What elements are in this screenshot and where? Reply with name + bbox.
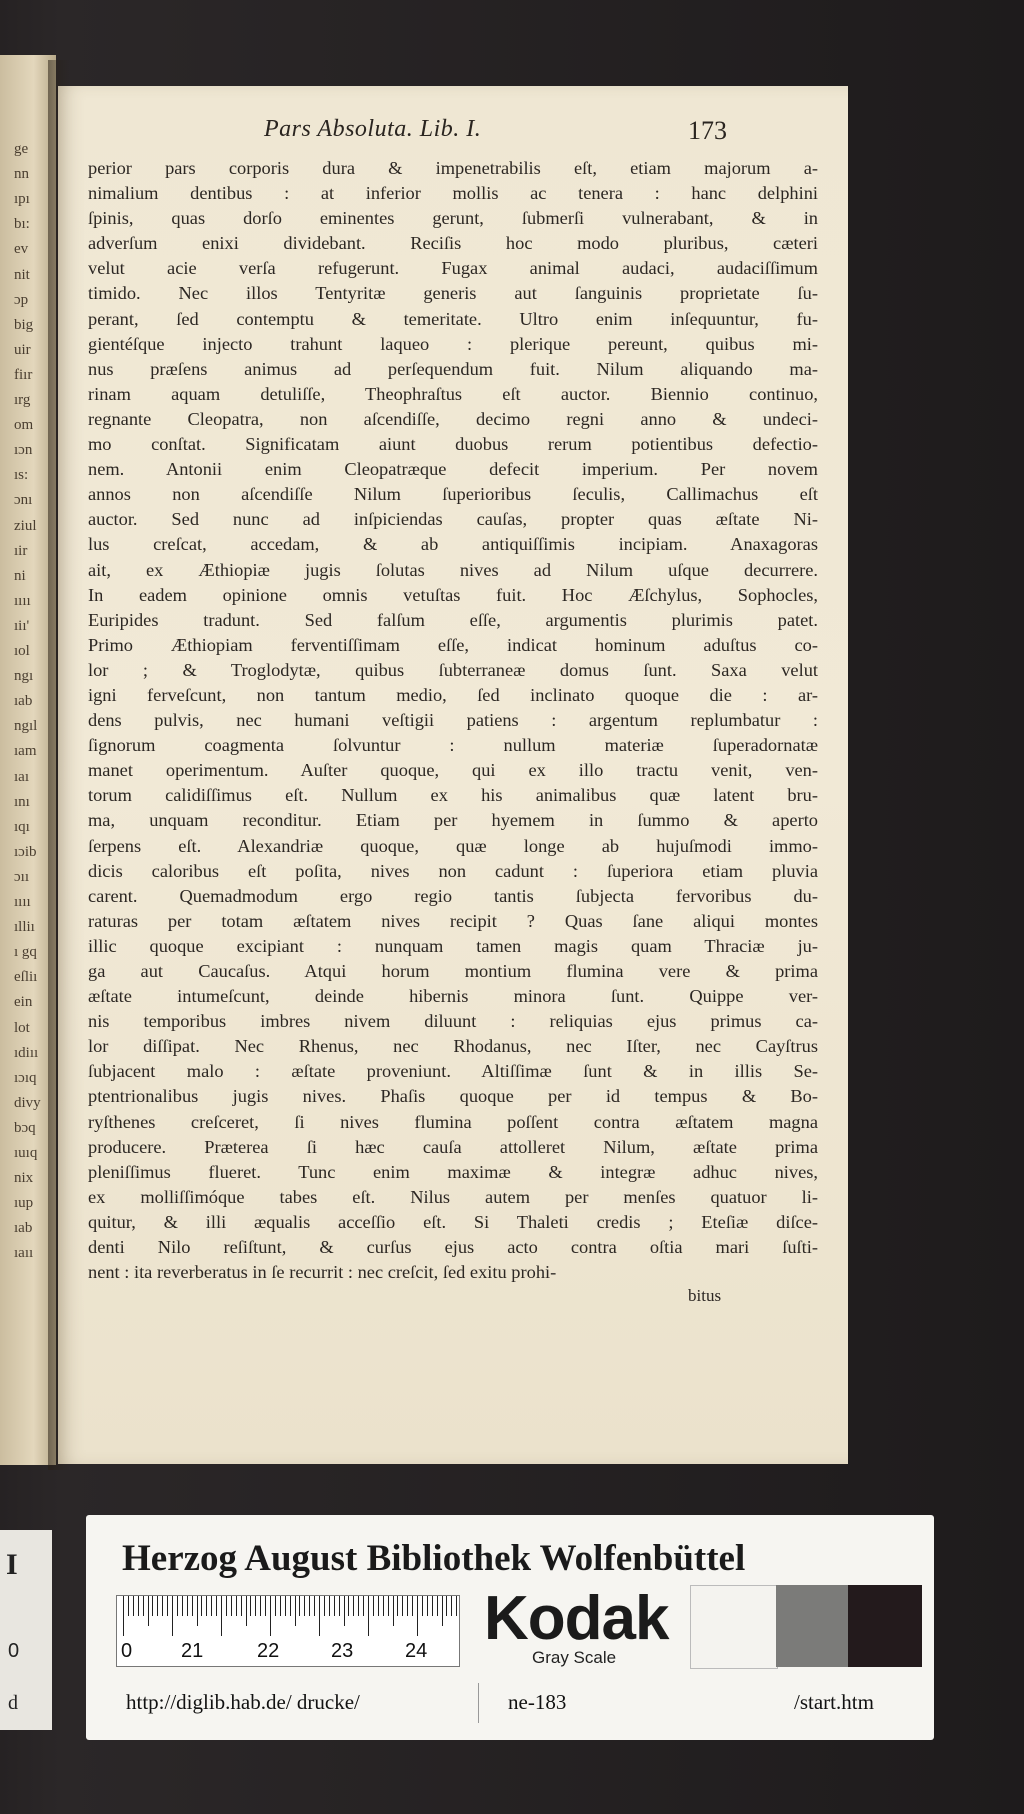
left-page-fragment: ıup — [14, 1195, 34, 1212]
ruler-tick — [236, 1596, 237, 1616]
text-line: nis temporibus imbres nivem diluunt : reliquias ejus primus ca- — [88, 1011, 818, 1032]
text-line: rinam aquam detuliſſe, Theophraſtus eſt auctor. Biennio continuo, — [88, 383, 818, 404]
left-page-fragment: big — [14, 316, 34, 333]
text-line: æſtate intumeſcunt, deinde hibernis minora ſunt. Quippe ver- — [88, 986, 818, 1007]
ruler-tick — [353, 1596, 354, 1616]
text-line: adverſum enixi dividebant. Reciſis hoc modo pluribus, cæteri — [88, 233, 818, 254]
left-page-fragment: divy — [14, 1094, 41, 1111]
ruler-tick — [397, 1596, 398, 1616]
ruler-tick — [393, 1596, 394, 1626]
left-page-fragment: fiır — [14, 366, 33, 383]
left-page-fragment: ıɔıq — [14, 1069, 37, 1086]
ruler-tick — [211, 1596, 212, 1616]
catchword: bitus — [688, 1286, 722, 1305]
text-line: lus creſcat, accedam, & ab antiquiſſimis incipiam. Anaxagoras — [88, 534, 818, 555]
ruler-tick — [451, 1596, 452, 1616]
left-page-fragment: ı gq — [14, 944, 37, 961]
ruler-tick — [172, 1596, 173, 1636]
text-line: timido. Nec illos Tentyritæ generis aut ſanguinis proprietate ſu- — [88, 283, 818, 304]
ruler-tick — [290, 1596, 291, 1616]
ruler-label: 24 — [405, 1640, 428, 1662]
ruler-tick — [187, 1596, 188, 1616]
text-line: ſerpens eſt. Alexandriæ quoque, quæ longe ab hujuſmodi immo- — [88, 835, 818, 856]
left-page-fragment: ıdiıı — [14, 1044, 39, 1061]
left-page-fragment: ırg — [14, 392, 31, 408]
ruler-tick — [329, 1596, 330, 1616]
text-line: regnante Cleopatra, non aſcendiſſe, decimo regni anno & undeci- — [88, 408, 818, 429]
left-page-fragment: ge — [14, 141, 29, 157]
ruler-tick — [304, 1596, 305, 1616]
ruler-tick — [162, 1596, 163, 1616]
ruler-tick — [265, 1596, 266, 1616]
left-page-fragment: ein — [14, 994, 33, 1011]
left-page-fragment: ıqı — [14, 818, 30, 835]
ruler-tick — [270, 1596, 271, 1636]
ruler-tick — [432, 1596, 433, 1616]
left-page-fragment: ngıl — [14, 718, 38, 735]
ruler-tick — [221, 1596, 222, 1636]
text-line: igni ferveſcunt, non tantum medio, ſed inclinato quoque die : ar- — [88, 684, 818, 705]
text-line: ex molliſſimóque tabes eſt. Nilus autem per menſes quatuor li- — [88, 1186, 818, 1207]
left-page-fragment: ıııı — [14, 894, 31, 910]
ruler-tick — [417, 1596, 418, 1636]
ruler-tick — [231, 1596, 232, 1616]
ruler-tick — [446, 1596, 447, 1616]
left-page-fragment: ziul — [14, 517, 37, 534]
ruler-label: 22 — [257, 1640, 280, 1662]
left-target-fragment — [0, 1530, 52, 1730]
url-left: http://diglib.hab.de/ drucke/ — [126, 1690, 360, 1714]
strip-char: d — [8, 1692, 18, 1714]
left-page-fragment: bɔq — [14, 1119, 36, 1136]
ruler-tick — [388, 1596, 389, 1616]
text-line: raturas per totam æſtatem nives recipit ? Quas ſane aliqui montes — [88, 910, 818, 931]
ruler-tick — [123, 1596, 124, 1636]
ruler-tick — [368, 1596, 369, 1636]
ruler-tick — [324, 1596, 325, 1616]
left-page-fragment: uir — [14, 341, 31, 358]
left-page-fragment: ɔıı — [14, 868, 29, 885]
text-line: lor diſſipat. Nec Rhenus, nec Rhodanus, nec Iſter, nec Cayſtrus — [88, 1036, 818, 1057]
ruler-tick — [442, 1596, 443, 1626]
ruler-tick — [456, 1596, 457, 1616]
text-line: dicis caloribus eſt poſita, nives non cadunt : ſuperiora etiam pluvia — [88, 860, 818, 881]
ruler-tick — [358, 1596, 359, 1616]
text-line: auctor. Sed nunc ad inſpiciendas cauſas, propter quas æſtate Ni- — [88, 509, 818, 530]
left-page-fragment: lot — [14, 1019, 30, 1036]
ruler-tick — [197, 1596, 198, 1626]
text-line: Euripides tradunt. Sed falſum eſſe, argumentis plurimis patet. — [88, 609, 818, 630]
ruler-tick — [260, 1596, 261, 1616]
ruler-tick — [206, 1596, 207, 1616]
left-page-fragment: ıiı' — [14, 617, 30, 634]
text-line: velut acie verſa refugerunt. Fugax animal audaci, audaciſſimum — [88, 258, 818, 279]
gray-scale-label: Gray Scale — [532, 1648, 617, 1667]
ruler-tick — [226, 1596, 227, 1616]
text-line: ryſthenes creſceret, ſi nives flumina poſſent contra æſtatem magna — [88, 1111, 818, 1132]
text-line: nem. Antonii enim Cleopatræque defecit imperium. Per novem — [88, 459, 818, 480]
ruler-tick — [383, 1596, 384, 1616]
ruler-tick — [285, 1596, 286, 1616]
left-page-fragment: eſliı — [14, 969, 38, 986]
ruler-tick — [250, 1596, 251, 1616]
left-page-fragment: ıuıq — [14, 1145, 38, 1161]
left-page-fragment: ev — [14, 241, 29, 258]
strip-char: I — [6, 1548, 18, 1581]
body-text — [88, 156, 818, 1285]
left-page-fragment: ıam — [14, 743, 37, 760]
ruler-tick — [299, 1596, 300, 1616]
text-line: ptentrionalibus jugis nives. Phaſis quoque per id tempus & Bo- — [88, 1086, 818, 1107]
text-line: dens pulvis, nec humani veſtigii patiens : argentum replumbatur : — [88, 710, 818, 731]
left-page-fragment: ni — [14, 567, 26, 584]
ruler-tick — [255, 1596, 256, 1616]
ruler-tick — [427, 1596, 428, 1616]
digitization-target — [86, 1515, 934, 1740]
text-line: lor ; & Troglodytæ, quibus ſubterraneæ domus ſunt. Saxa velut — [88, 659, 818, 680]
ruler-tick — [152, 1596, 153, 1616]
running-title: Pars Absoluta. Lib. I. — [264, 116, 482, 142]
ruler-label: 0 — [121, 1640, 133, 1662]
left-page-fragment: nit — [14, 266, 30, 283]
ruler-tick — [348, 1596, 349, 1616]
left-page-fragment: ıs: — [14, 467, 29, 484]
text-line: carent. Quemadmodum ergo regio tantis ſubjecta fervoribus du- — [88, 885, 818, 906]
left-page-fragment: ıɔib — [14, 843, 37, 860]
text-line: ſubjacent malo : æſtate proveniunt. Altiſſimæ ſunt & in illis Se- — [88, 1061, 818, 1082]
ruler-tick — [295, 1596, 296, 1626]
ruler-tick — [314, 1596, 315, 1616]
ruler-tick — [402, 1596, 403, 1616]
text-line: Primo Æthiopiam ferventiſſimam eſſe, indicat hominum aduſtus co- — [88, 634, 818, 655]
text-line: illic quoque excipiant : nunquam tamen magis quam Thraciæ ju- — [88, 935, 818, 956]
text-line: nimalium dentibus : at inferior mollis ac tenera : hanc delphini — [88, 183, 818, 204]
left-page-fragment: ıab — [14, 1220, 33, 1237]
ruler-tick — [182, 1596, 183, 1616]
book-page — [58, 86, 848, 1464]
text-line: producere. Præterea ſi hæc cauſa attolleret Nilum, æſtate prima — [88, 1136, 818, 1157]
text-line: ait, ex Æthiopiæ jugis ſolutas nives ad Nilum uſque decurrere. — [88, 559, 818, 580]
gray-swatch-white — [690, 1585, 778, 1669]
left-page-fragment: ngı — [14, 668, 34, 685]
left-page-fragment: ıaıı — [14, 1245, 34, 1262]
ruler-tick — [412, 1596, 413, 1616]
left-page-fragment: om — [14, 417, 34, 434]
left-page-fragment: ıol — [14, 643, 30, 659]
page-number: 173 — [688, 116, 727, 145]
ruler-label: 23 — [331, 1640, 354, 1662]
text-line: quitur, & illi æqualis acceſſio eſt. Si Thaleti credis ; Eteſiæ diſce- — [88, 1211, 818, 1232]
text-line: mo conſtat. Significatam aiunt duobus rerum potientibus defectio- — [88, 434, 818, 455]
text-line: manet operimentum. Auſter quoque, qui ex illo tractu venit, ven- — [88, 760, 818, 781]
ruler-tick — [407, 1596, 408, 1616]
ruler-tick — [167, 1596, 168, 1616]
text-line: ma, unquam reconditur. Etiam per hyemem in ſummo & aperto — [88, 810, 818, 831]
ruler-tick — [128, 1596, 129, 1616]
left-page-fragment: ıııı — [14, 592, 31, 609]
text-line: ga aut Caucaſus. Atqui horum montium flumina vere & prima — [88, 961, 818, 981]
gray-swatch-mid — [776, 1585, 848, 1667]
left-page-fragment: ıaı — [14, 768, 29, 785]
text-line: gientéſque injecto trahunt laqueo : plerique pereunt, quibus mi- — [88, 333, 818, 354]
text-line: ſignorum coagmenta ſolvuntur : nullum materiæ ſuperadornatæ — [88, 735, 818, 756]
text-line: perant, ſed contemptu & temeritate. Ultro enim inſequuntur, fu- — [88, 308, 818, 329]
text-line: nus præſens animus ad perſequendum fuit. Nilum aliquando ma- — [88, 358, 818, 379]
ruler-tick — [437, 1596, 438, 1616]
ruler-tick — [177, 1596, 178, 1616]
ruler-tick — [309, 1596, 310, 1616]
ruler-tick — [192, 1596, 193, 1616]
left-page-fragment: nix — [14, 1170, 34, 1187]
left-page-fragment: nn — [14, 166, 29, 183]
left-page-fragment: ıir — [14, 542, 28, 559]
ruler-tick — [344, 1596, 345, 1626]
url-right: /start.htm — [794, 1690, 874, 1714]
ruler-tick — [319, 1596, 320, 1636]
left-page-fragment: ıab — [14, 693, 33, 710]
text-line: perior pars corporis dura & impenetrabilis eſt, etiam majorum a- — [88, 158, 818, 178]
ruler-tick — [241, 1596, 242, 1616]
left-page-fragment: ɔp — [14, 291, 29, 308]
ruler-tick — [275, 1596, 276, 1616]
text-line: pleniſſimus flueret. Tunc enim maximæ & integræ adhuc nives, — [88, 1161, 818, 1182]
ruler-tick — [201, 1596, 202, 1616]
gray-swatch-dark — [848, 1585, 922, 1667]
ruler-tick — [148, 1596, 149, 1626]
ruler-tick — [280, 1596, 281, 1616]
ruler-tick — [363, 1596, 364, 1616]
left-page-fragment: ını — [14, 793, 30, 810]
ruler-tick — [143, 1596, 144, 1616]
left-page-fragment: ıpı — [14, 191, 30, 208]
library-name: Herzog August Bibliothek Wolfenbüttel — [122, 1538, 746, 1579]
left-page-fragment: ɔnı — [14, 492, 33, 509]
strip-char: 0 — [8, 1640, 20, 1662]
kodak-logo: Kodak — [484, 1584, 669, 1653]
url-divider — [478, 1683, 479, 1723]
ruler-tick — [422, 1596, 423, 1616]
ruler-tick — [339, 1596, 340, 1616]
ruler-tick — [246, 1596, 247, 1626]
ruler-tick — [138, 1596, 139, 1616]
text-line: In eadem opinione omnis vetuſtas fuit. Hoc Æſchylus, Sophocles, — [88, 584, 818, 605]
text-line: ſpinis, quas dorſo eminentes gerunt, ſubmerſi vulnerabant, & in — [88, 208, 818, 229]
ruler-tick — [378, 1596, 379, 1616]
ruler-tick — [373, 1596, 374, 1616]
ruler-tick — [157, 1596, 158, 1616]
text-line: nent : ita reverberatus in ſe recurrit : nec creſcit, ſed exitu prohi- — [88, 1262, 557, 1283]
running-head — [58, 116, 848, 150]
left-page-fragment: ıɔn — [14, 442, 33, 459]
ruler-tick — [334, 1596, 335, 1616]
left-page-fragment: ılliı — [14, 919, 35, 936]
left-page-fragment: bı: — [14, 216, 30, 233]
url-middle: ne-183 — [508, 1690, 567, 1714]
ruler-tick — [133, 1596, 134, 1616]
ruler-tick — [216, 1596, 217, 1616]
text-line: annos non aſcendiſſe Nilum ſuperioribus ſeculis, Callimachus eſt — [88, 484, 818, 505]
measurement-ruler — [116, 1595, 460, 1667]
text-line: torum calidiſſimus eſt. Nullum ex his animalibus quæ latent bru- — [88, 785, 818, 806]
ruler-label: 21 — [181, 1640, 204, 1662]
text-line: denti Nilo reſiſtunt, & curſus ejus acto contra oſtia mari ſuſti- — [88, 1237, 818, 1258]
